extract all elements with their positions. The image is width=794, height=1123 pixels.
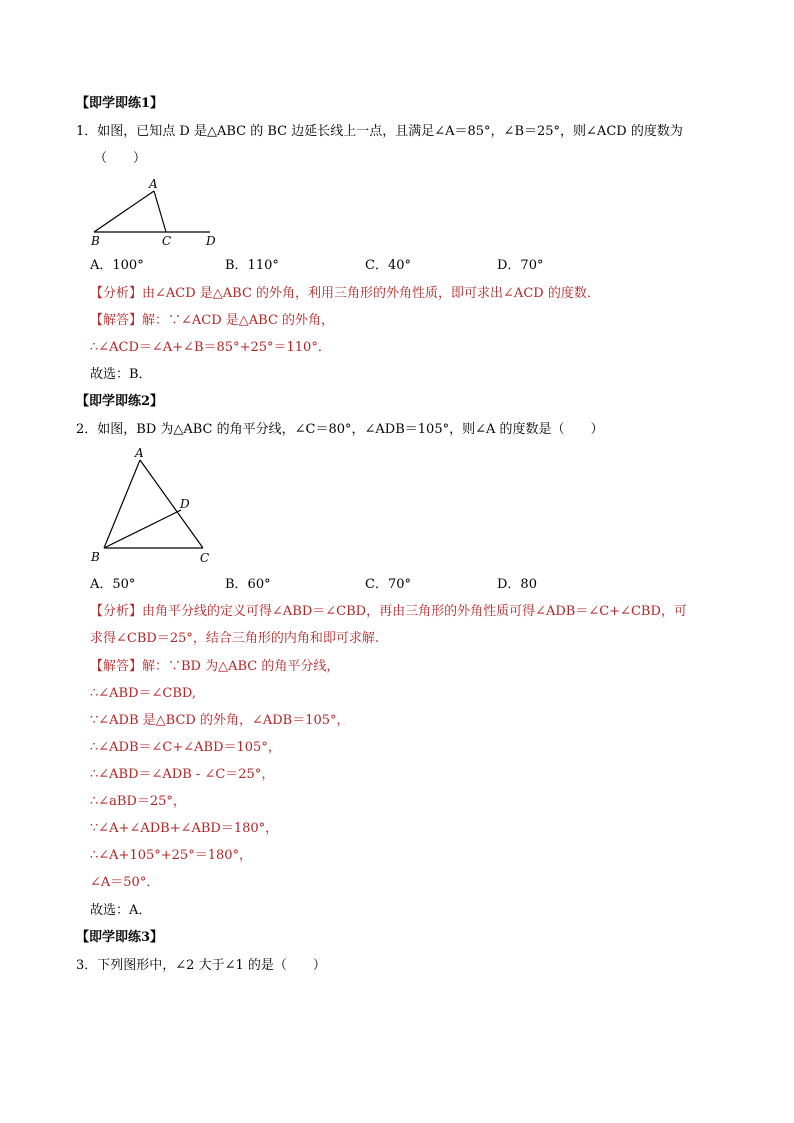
exercise-2-solution-7: ∵∠A+∠ADB+∠ABD＝180°， (90, 821, 279, 836)
exercise-1-analysis: 【分析】由∠ACD 是△ABC 的外角，利用三角形的外角性质，即可求出∠ACD 的度数． (90, 286, 600, 301)
exercise-2-option-d: D．80 (497, 577, 537, 592)
segment-ab (94, 191, 154, 232)
exercise-2-solution-4: ∴∠ADB＝∠C+∠ABD＝105°， (90, 740, 281, 755)
label-a: A (135, 446, 144, 460)
exercise-1-solution-3: 故选：B． (90, 367, 152, 382)
exercise-2-solution-8: ∴∠A+105°+25°＝180°， (90, 848, 253, 863)
exercise-1-heading: 【即学即练1】 (76, 96, 164, 111)
label-b: B (91, 234, 100, 248)
label-a: A (149, 177, 158, 191)
exercise-2-question: 2．如图，BD 为△ABC 的角平分线，∠C＝80°，∠ADB＝105°，则∠A 的度数是（ ） (76, 422, 604, 437)
exercise-2-solution-3: ∵∠ADB 是△BCD 的外角，∠ADB＝105°， (90, 713, 350, 728)
exercise-2-solution-2: ∴∠ABD＝∠CBD, (90, 686, 197, 701)
exercise-2-option-a: A．50° (90, 577, 136, 592)
exercise-3-question: 3．下列图形中，∠2 大于∠1 的是（ ） (76, 958, 326, 973)
exercise-1-option-c: C．40° (365, 258, 411, 273)
exercise-2-solution-5: ∴∠ABD＝∠ADB - ∠C＝25°， (90, 767, 275, 782)
label-d: D (180, 497, 190, 511)
exercise-2-option-c: C．70° (365, 577, 411, 592)
exercise-2-solution-6: ∴∠aBD＝25°， (90, 794, 186, 809)
exercise-1-option-a: A．100° (90, 258, 144, 273)
exercise-2-solution-10: 故选：A． (90, 903, 152, 918)
exercise-2-solution-1: 【解答】解：∵BD 为△ABC 的角平分线， (90, 659, 340, 674)
exercise-2-solution-9: ∠A＝50°． (90, 875, 160, 890)
segment-bd (104, 510, 181, 548)
exercise-1-blank: （ ） (94, 151, 147, 166)
exercise-1-solution-1: 【解答】解：∵∠ACD 是△ABC 的外角， (90, 313, 335, 328)
exercise-1-figure (86, 174, 226, 250)
exercise-1-question: 1．如图，已知点 D 是△ABC 的 BC 边延长线上一点，且满足∠A＝85°，∠B＝25°，则∠ACD 的度数为 (76, 124, 683, 139)
segment-ac (140, 460, 203, 548)
exercise-1-option-b: B．110° (225, 258, 279, 273)
label-d: D (206, 234, 216, 248)
label-c: C (200, 551, 210, 565)
segment-ab (104, 460, 140, 548)
exercise-3-heading: 【即学即练3】 (76, 930, 164, 945)
exercise-1-option-d: D．70° (497, 258, 544, 273)
segment-ac (154, 191, 166, 232)
label-c: C (162, 234, 172, 248)
exercise-2-heading: 【即学即练2】 (76, 394, 164, 409)
exercise-1-solution-2: ∴∠ACD＝∠A+∠B＝85°+25°＝110°． (90, 340, 331, 355)
exercise-2-option-b: B．60° (225, 577, 271, 592)
label-b: B (91, 550, 100, 564)
exercise-2-analysis-1: 【分析】由角平分线的定义可得∠ABD＝∠CBD，再由三角形的外角性质可得∠ADB＝∠C+∠CBD，可 (90, 604, 687, 619)
exercise-2-figure (86, 444, 226, 570)
exercise-2-analysis-2: 求得∠CBD＝25°，结合三角形的内角和即可求解. (90, 631, 379, 646)
